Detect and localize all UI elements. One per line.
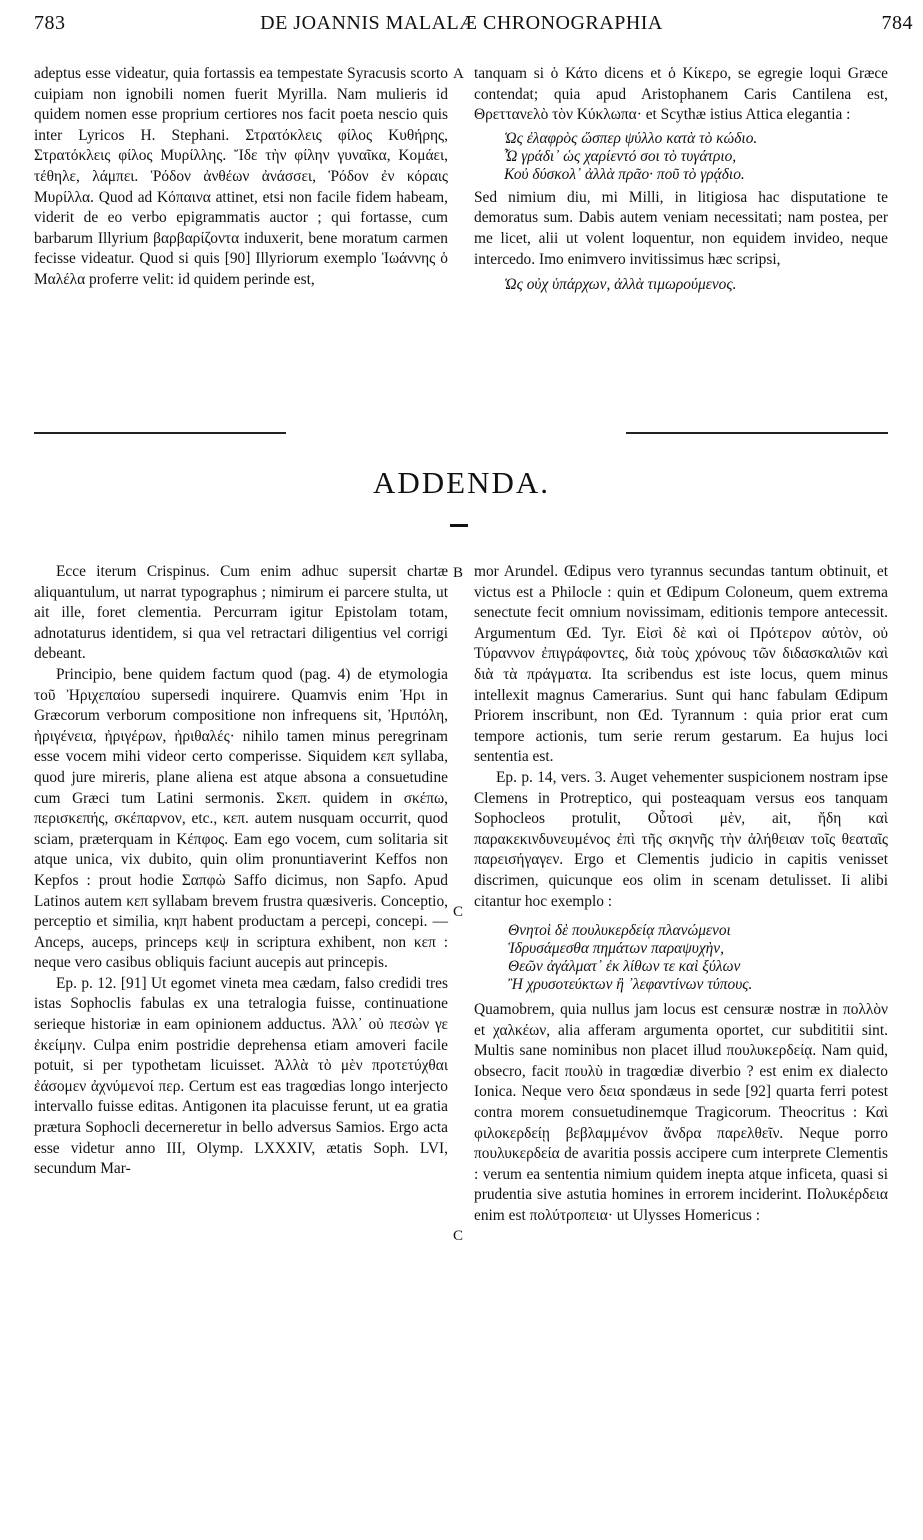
- greek-quote-clement: [508, 922, 888, 994]
- greek-quote-aristophanes: [504, 130, 888, 184]
- quote-line: Ὡς οὐχ ὑπάρχων, ἀλλὰ τιμωρούμενος.: [504, 276, 737, 294]
- addenda-paragraph: Ep. p. 14, vers. 3. Auget vehementer suspicionem nostram ipse Clemens in Protreptico, qui posteaquam versus eos tanquam Sophocleos protulit, Οὗτοσὶ μὲν, ait, ἤδη καὶ παρακεκινδυνευμένος ἐπὶ τῆς σκηνῆς τὴν ἀλήθειαν τοῖς θεαταῖς παρεισήγαγεν. Ergo et Clementis judicio in capitis venisset discrimen, quicunque eos olim in scenam detulisset. Ii alibi citantur hoc exemplo :: [474, 768, 888, 910]
- quote-line: Ἢ χρυσοτεύκτων ἢ ᾽λεφαντίνων τύπους.: [508, 976, 753, 994]
- greek-quote-closing: [504, 276, 888, 294]
- margin-marker-c: C: [453, 904, 464, 920]
- section-rule-right: [626, 432, 888, 434]
- page-number-right: 784: [881, 12, 913, 34]
- top-right-paragraph-1: tanquam si ὁ Κάτο dicens et ὁ Κίκερο, se egregie loqui Græce contendat; quia apud Aristophanem Caris Cantilena est, Θρεττανελὸ τὸν Κύκλωπα· et Scythæ istius Attica elegantia :: [474, 65, 888, 124]
- running-header: [0, 4, 923, 36]
- addenda-left-column: [34, 562, 448, 1180]
- quote-line: Ὡς ἐλαφρὸς ὥσπερ ψύλλο κατὰ τὸ κώδιο.: [504, 129, 758, 147]
- heading-dash: [450, 524, 468, 527]
- addenda-paragraph: Quamobrem, quia nullus jam locus est censuræ nostræ in πολλὸν et χαλκέων, alia afferam argumenta oportet, cur subdititii sint. Multis sane nominibus non placet illud πουλυκερδείᾳ. Nam quid, obsecro, facit πουλὺ in tragœdiæ diverbio ? est enim ex dialecto Ionica. Neque vero δεια spondæus in sede [92] quarta ferri potest contra morem consuetudinemque Tragicorum. Theocritus : Καὶ φιλοκερδείῃ βεβλαμμένον ἄνδρα παρελθεῖν. Neque porro πουλυκερδεία de avaritia possis accipere cum interprete Clementis : verum ea sententia nimium quidem inepta atque inficeta, quasi si prudentia sive astutia homines in errorem inciderint. Πολυκέρδεια enim est πολύτροπεια· ut Ulysses Homericus :: [474, 1001, 888, 1225]
- quote-line: Ὦ γράδι᾽ ὡς χαρίεντό σοι τὸ τυγάτριο,: [504, 147, 737, 165]
- addenda-paragraph: Principio, bene quidem factum quod (pag. 4) de etymologia τοῦ Ἠριχεπαίου supersedi inquirere. Quamvis enim Ἠρι in Græcorum verborum compositione non infrequens sit, Ἠριπόλη, ἠριγένεια, ἠριγέρων, ἠριθαλές· nihilo tamen minus peregrinam esse vocem mihi videor certo comperisse. Siquidem κεπ syllaba, quod jure mireris, plane aliena est atque absona a consuetudine cum Græci tum Latini sermonis. Σκεπ. quidem in σκέπω, περισκεπής, σκέπαρνον, etc., κεπ. autem nusquam occurrit, quod sciam, præterquam in Κέπφος. Eam ego vocem, cum solitaria sit atque unica, vix dubito, quin olim pronuntiaverint Keffos non Kepfos : prout hodie Σαπφὼ Saffo dicimus, non Sapfo. Apud Latinos autem κεπ syllabam brevem frustra quæsiveris. Conceptio, perceptio et similia, κηπ habent productam a percepi, concepi. — Anceps, auceps, princeps κεψ in scriptura exhibent, non κεπ : neque vero casibus obliquis faciunt aucepis aut princepis.: [34, 665, 448, 972]
- quote-line: Κοὐ δύσκολ᾽ ἀλλὰ πρᾶο· ποῦ τὸ γρᾴδιο.: [504, 165, 745, 183]
- margin-marker-c: C: [453, 1228, 464, 1244]
- addenda-paragraph: mor Arundel. Œdipus vero tyrannus secundas tantum obtinuit, et victus est a Philocle : quin et Œdipum Coloneum, quem extrema senectute fecit omnium novissimam, editionis tempore antecessit. Argumentum Œd. Tyr. Εἰσὶ δὲ καὶ οἱ Πρότερον αὐτὸν, οὐ Τύραννον ἐπιγράφοντες, διὰ τοὺς χρόνους τῶν διδασκαλιῶν καὶ διὰ τὰ πράγματα. Ita scribendus est iste locus, quem minus intellexit magnus Camerarius. Sunt qui hanc fabulam Œdipum Priorem inscribunt, non Œd. Tyrannum : quia prior erat cum tempore actionis, tum serie rerum gestarum. Ea hujus loci sententia est.: [474, 563, 888, 766]
- addenda-paragraph: Ep. p. 12. [91] Ut egomet vineta mea cædam, falso credidi tres istas Sophoclis fabulas ex una tetralogia fuisse, continuatione serieque historiæ in eam opinionem adductus. Ἀλλ᾽ οὐ πεσὼν γε ἐκείμην. Culpa enim postridie deprehensa etiam amoveri facile potuit, si per typothetam licuisset. Ἀλλὰ τὸ μὲν προτετύχθαι ἐάσομεν ἀχνύμενοί περ. Certum est eas tragœdias longo interjecto intervallo fuisse editas. Antigonen ita placuisse ferunt, ut ea gratia prætura Sophocli decerneretur in bello adversus Samios. Ergo acta esse videtur anno III, Olymp. LXXXIV, ætatis Soph. LVI, secundum Mar-: [34, 974, 448, 1178]
- quote-line: Ἱδρυσάμεσθα πημάτων παραψυχὴν,: [508, 940, 724, 958]
- margin-marker-a: A: [453, 66, 464, 82]
- margin-marker-b: B: [453, 565, 464, 581]
- top-left-paragraph: adeptus esse videatur, quia fortassis ea tempestate Syracusis scorto cuipiam non ignobili nomen fuerit Myrilla. Nam mulieris id quidem nomen esse proprium certiores nos facit poeta nescio quis inter Lyricos H. Stephani. Στρατόκλεις φίλος Κυθήρης, Στρατόκλεις φίλος Μυρίλλης. Ἴδε τὴν φίλην γυναῖκα, Κομάει, τέθηλε, λάμπει. Ῥόδον ἀνθέων ἀνάσσει, Ῥόδον ἐν κόραις Μυρίλλα. Quod ad Κόπαινα attinet, etsi non facile fidem habeam, viderit de eo verbo epigrammatis auctor ; qui fortasse, cum barbarum Illyrium βαρβαρίζοντα induxerit, bene moratum carmen fecisse videatur. Quod si quis [90] Illyriorum exemplo Ἰωάννης ὁ Μαλέλα proferre velit: id quidem perinde est,: [34, 65, 448, 288]
- page-number-left: 783: [34, 12, 66, 34]
- top-right-column: [474, 64, 888, 298]
- addenda-right-column: [474, 562, 888, 1227]
- running-title: DE JOANNIS MALALÆ CHRONOGRAPHIA: [260, 12, 663, 34]
- addenda-heading: ADDENDA.: [372, 465, 550, 500]
- top-left-column: [34, 64, 448, 291]
- top-right-paragraph-2: Sed nimium diu, mi Milli, in litigiosa hac disputatione te demoratus sum. Dabis autem veniam necessitati; nam postea, per me licet, alii ut volent loquentur, non equidem invideo, neque intercedo. Imo enimvero invitissimus hæc scripsi,: [474, 188, 888, 268]
- addenda-paragraph: Ecce iterum Crispinus. Cum enim adhuc supersit chartæ aliquantulum, ut narrat typographus ; nimirum ei parcere stulta, ut ait ille, foret clementia. Percurram igitur Epistolam totam, adnotaturus identidem, si qua vel retractari diligentius vel corrigi debeant.: [34, 563, 448, 663]
- quote-line: Θνητοὶ δὲ πουλυκερδείᾳ πλανώμενοι: [508, 922, 731, 940]
- quote-line: Θεῶν ἀγάλματ᾽ ἐκ λίθων τε καὶ ξύλων: [508, 958, 741, 976]
- section-rule-left: [34, 432, 286, 434]
